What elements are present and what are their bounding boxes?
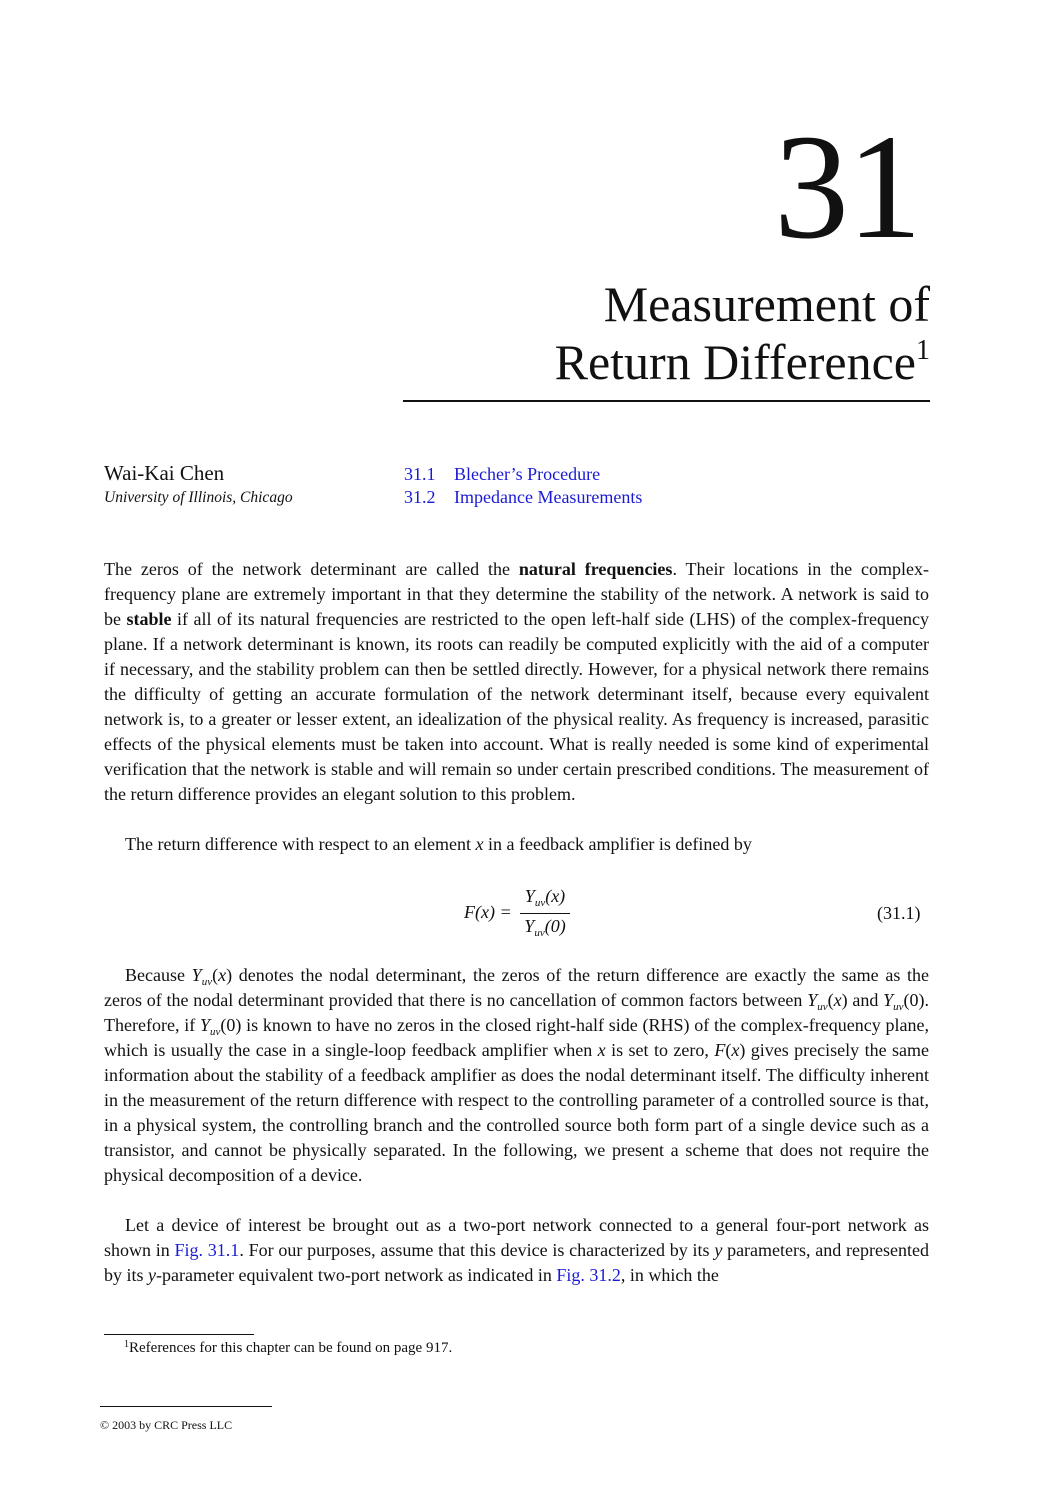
figure-link-31-1[interactable]: Fig. 31.1 [174,1240,240,1260]
variable-x: x [475,834,484,854]
chapter-title-line-2 [403,333,930,391]
paragraph-text: Because [125,965,192,985]
paragraph-text: , in which the [620,1265,719,1285]
toc-item-label: Blecher’s Procedure [454,464,601,484]
variable-x: x [218,965,227,985]
author-name: Wai-Kai Chen [104,461,225,485]
chapter-title-line-1: Measurement of [603,276,930,332]
equation-subscript: uv [534,927,545,939]
paragraph-text: The return difference with respect to an element [125,834,476,854]
footnote-text: References for this chapter can be found on page 917. [129,1340,453,1356]
paragraph-text: ( [725,1040,732,1060]
symbol-y: y [714,1240,723,1260]
footnote-mark: 1 [124,1339,129,1350]
symbol-y: y [148,1265,157,1285]
symbol-f: F [714,1040,726,1060]
paragraph-text: ( [212,965,219,985]
subscript: uv [201,976,213,988]
symbol-y: Y [191,965,202,985]
figure-link-31-2[interactable]: Fig. 31.2 [556,1265,621,1285]
term-stable: stable [126,609,172,629]
symbol-y: Y [199,1015,210,1035]
paragraph-2 [104,832,929,857]
paragraph-text: Let a device of interest be brought out as a two-port network connected to a general four-port network as shown in [104,1215,929,1260]
paragraph-text: ) gives precisely the same information about the stability of a feedback amplifier as does the nodal determinant itself. The difficulty inherent in the measurement of the return difference with respect to the controlling parameter of a controlled source is that, in a physical system, the controlling branch and the controlled source both form part of a single device such as a transistor, and cannot be physically separated. In the following, we present a scheme that does not require the physical decomposition of a device. [104,1040,929,1185]
equation-symbol: Y [524,886,535,906]
paragraph-text: in a feedback amplifier is defined by [483,834,752,854]
toc-item-blechers-procedure[interactable] [404,464,600,485]
paragraph-text: ( [827,990,834,1010]
term-natural-frequencies: natural frequencies [518,559,673,579]
paragraph-text: . For our purposes, assume that this device is characterized by its [239,1240,715,1260]
fraction-bar [520,913,570,914]
equation-function: F [464,902,475,922]
variable-x: x [731,1040,740,1060]
equation-denominator [520,916,570,937]
paragraph-text: The zeros of the network determinant are called the [104,559,519,579]
paragraph-1 [104,557,929,807]
footnote-rule [104,1334,254,1335]
chapter-title-line-2-text: Return Difference [554,334,916,390]
equation-number: (31.1) [877,903,921,923]
subscript: uv [893,1001,904,1013]
equation-lhs-arg: (x) = [475,902,512,922]
paragraph-text: (0) is known to have no zeros in the closed right-half side (RHS) of the complex-frequency plane, which is usually the case in a single-loop feedback amplifier when [104,1015,929,1060]
variable-x: x [833,990,842,1010]
paragraph-text: ) denotes the nodal determinant, the zeros of the return difference are exactly the same as the zeros of the nodal determinant provided that there is no cancellation of common factors between [104,965,930,1010]
equation-arg: (0) [544,916,566,936]
paragraph-text: if all of its natural frequencies are restricted to the open left-half side (LHS) of the complex-frequency plane. If a network determinant is known, its roots can readily be computed explicitly with the aid of a computer if necessary, and the stability problem can then be settled directly. However, for a physical network there remains the difficulty of getting an accurate formulation of the network determinant itself, because every equivalent network is, to a greater or lesser extent, an idealization of the physical reality. As frequency is increased, parasitic effects of the physical elements must be taken into account. What is really needed is some kind of experimental verification that the network is stable and will remain so under certain prescribed conditions. The measurement of the return difference provides an elegant solution to this problem. [104,609,929,804]
paragraph-text: ) and [841,990,884,1010]
paragraph-4 [104,1213,929,1288]
equation-symbol: Y [524,916,535,936]
paragraph-text: -parameter equivalent two-port network as indicated in [156,1265,557,1285]
paragraph-text: is set to zero, [605,1040,715,1060]
toc-item-number: 31.2 [404,487,436,507]
toc-item-number: 31.1 [404,464,436,484]
variable-x: x [597,1040,606,1060]
paragraph-text: . Their locations in the complex-frequency plane are extremely important in that they determine the stability of the network. A network is said to be [104,559,930,629]
title-footnote-mark[interactable]: 1 [916,335,930,366]
chapter-number: 31 [774,104,920,270]
copyright-rule [100,1406,272,1407]
subscript: uv [210,1026,221,1038]
equation-subscript: uv [534,897,546,909]
paragraph-text: (0). Therefore, if [104,990,930,1035]
equation-lhs [464,902,512,923]
paragraph-text: parameters, and represented by its [104,1240,929,1285]
title-rule [403,400,930,402]
author-affiliation: University of Illinois, Chicago [104,489,293,506]
equation-arg: (x) [545,886,566,906]
toc-item-label: Impedance Measurements [454,487,643,507]
footnote [124,1340,452,1357]
toc-item-impedance-measurements[interactable] [404,487,642,508]
subscript: uv [817,1001,828,1013]
copyright: © 2003 by CRC Press LLC [100,1418,233,1432]
chapter-title [403,275,930,391]
paragraph-3 [104,963,929,1188]
symbol-y: Y [807,990,818,1010]
symbol-y: Y [883,990,894,1010]
equation-numerator [520,886,570,907]
